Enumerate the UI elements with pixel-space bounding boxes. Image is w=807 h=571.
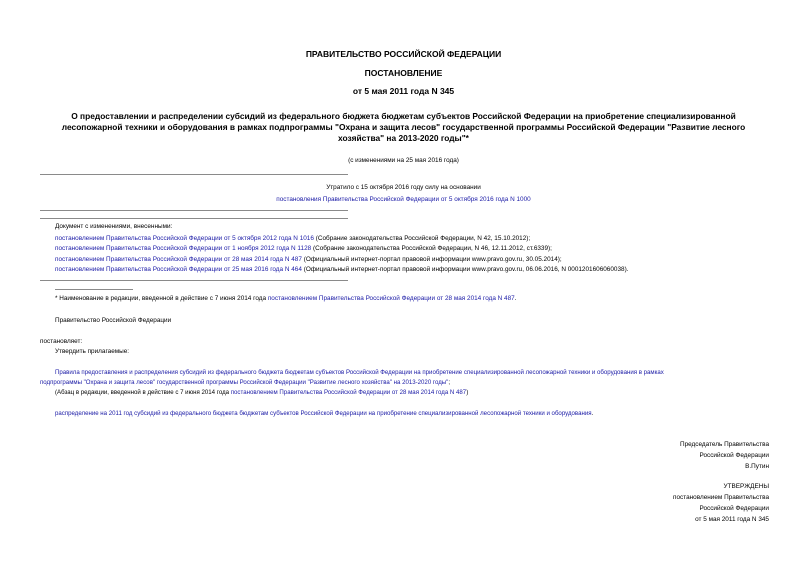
signature-country: Российской Федерации: [699, 452, 769, 459]
rules-link-end: ;: [448, 379, 451, 386]
issuer: Правительство Российской Федерации: [55, 317, 172, 324]
amendment-link[interactable]: постановлением Правительства Российской Федерации от 28 мая 2014 года N 487: [230, 389, 467, 396]
footnote-divider: [55, 289, 133, 290]
distribution-end: .: [591, 410, 594, 417]
footnote-link[interactable]: постановлением Правительства Российской Федерации от 28 мая 2014 года N 487: [267, 295, 515, 302]
amendment-note: [55, 389, 468, 396]
signature-position: Председатель Правительства: [680, 441, 769, 448]
signature-block: [680, 439, 769, 472]
change-source: (Собрание законодательства Российской Федерации, N 46, 12.11.2012, ст.6339);: [311, 245, 552, 252]
amendment-text: (Абзац в редакции, введенной в действие с 7 июня 2014 года: [55, 389, 231, 396]
change-link[interactable]: постановлением Правительства Российской Федерации от 1 ноября 2012 года N 1128: [55, 245, 312, 252]
change-item: [55, 245, 552, 252]
approved-heading: УТВЕРЖДЕНЫ: [723, 483, 769, 490]
signature-name: В.Путин: [745, 463, 769, 470]
change-link[interactable]: постановлением Правительства Российской Федерации от 5 октября 2012 года N 1016: [55, 235, 314, 242]
rules-link-part-2[interactable]: подпрограммы "Охрана и защита лесов" государственной программы Российской Федерации "Развитие лесного хозяйства" на 2013-2020 годы": [40, 379, 449, 386]
distribution-link[interactable]: распределение на 2011 год субсидий из федерального бюджета бюджетам субъектов Российской Федерации на приобретение специализированной лесопожарной техники и оборудования: [55, 410, 592, 417]
distribution-item: [55, 410, 593, 417]
title-line-2: лесопожарной техники и оборудования в рамках подпрограммы "Охрана и защита лесов" государственной программы Российской Федерации "Развитие лесного: [61, 122, 746, 132]
divider: [40, 174, 348, 175]
title-line-1: О предоставлении и распределении субсидий из федерального бюджета бюджетам субъектов Российской Федерации на приобретение специализированной: [71, 111, 736, 121]
amendment-end: ): [466, 389, 469, 396]
divider: [40, 280, 348, 281]
decrees-label: постановляет:: [40, 338, 83, 345]
footnote: [55, 295, 517, 302]
change-item: [55, 256, 562, 263]
changes-heading: Документ с изменениями, внесенными:: [55, 223, 173, 230]
approve-label: Утвердить прилагаемые:: [55, 348, 130, 355]
approved-date: от 5 мая 2011 года N 345: [695, 516, 769, 523]
change-link[interactable]: постановлением Правительства Российской Федерации от 28 мая 2014 года N 487: [55, 256, 302, 263]
revision-note: (с изменениями на 25 мая 2016 года): [348, 157, 459, 164]
change-source: (Собрание законодательства Российской Федерации, N 42, 15.10.2012);: [313, 235, 531, 242]
approved-block: [673, 481, 769, 525]
government-heading: ПРАВИТЕЛЬСТВО РОССИЙСКОЙ ФЕДЕРАЦИИ: [305, 49, 502, 59]
footnote-end: .: [514, 295, 517, 302]
rules-link[interactable]: Правила предоставления и распределения субсидий из федерального бюджета бюджетам субъектов Российской Федерации на приобретение специализированной лесопожарной техники и оборудования в рамках: [55, 369, 664, 376]
change-item: [55, 266, 629, 273]
divider: [40, 210, 348, 211]
expired-link[interactable]: постановления Правительства Российской Федерации от 5 октября 2016 года N 1000: [276, 196, 531, 203]
rules-link-continued: [40, 379, 450, 386]
approved-by: постановлением Правительства: [673, 494, 769, 501]
footnote-text: * Наименование в редакции, введенной в действие с 7 июня 2014 года: [55, 295, 268, 302]
expired-text: Утратило с 15 октября 2016 году силу на основании: [326, 184, 481, 191]
document-type: ПОСТАНОВЛЕНИЕ: [364, 68, 443, 78]
document-title: [0, 111, 807, 144]
change-item: [55, 235, 530, 242]
change-source: (Официальный интернет-портал правовой информации www.pravo.gov.ru, 06.06.2016, N 0001201606060038).: [301, 266, 629, 273]
change-link[interactable]: постановлением Правительства Российской Федерации от 25 мая 2016 года N 464: [55, 266, 302, 273]
approved-country: Российской Федерации: [699, 505, 769, 512]
change-source: (Официальный интернет-портал правовой информации www.pravo.gov.ru, 30.05.2014);: [301, 256, 562, 263]
title-line-3: хозяйства" на 2013-2020 годы"*: [338, 133, 469, 143]
document-date-number: от 5 мая 2011 года N 345: [352, 86, 455, 96]
divider: [40, 218, 348, 219]
